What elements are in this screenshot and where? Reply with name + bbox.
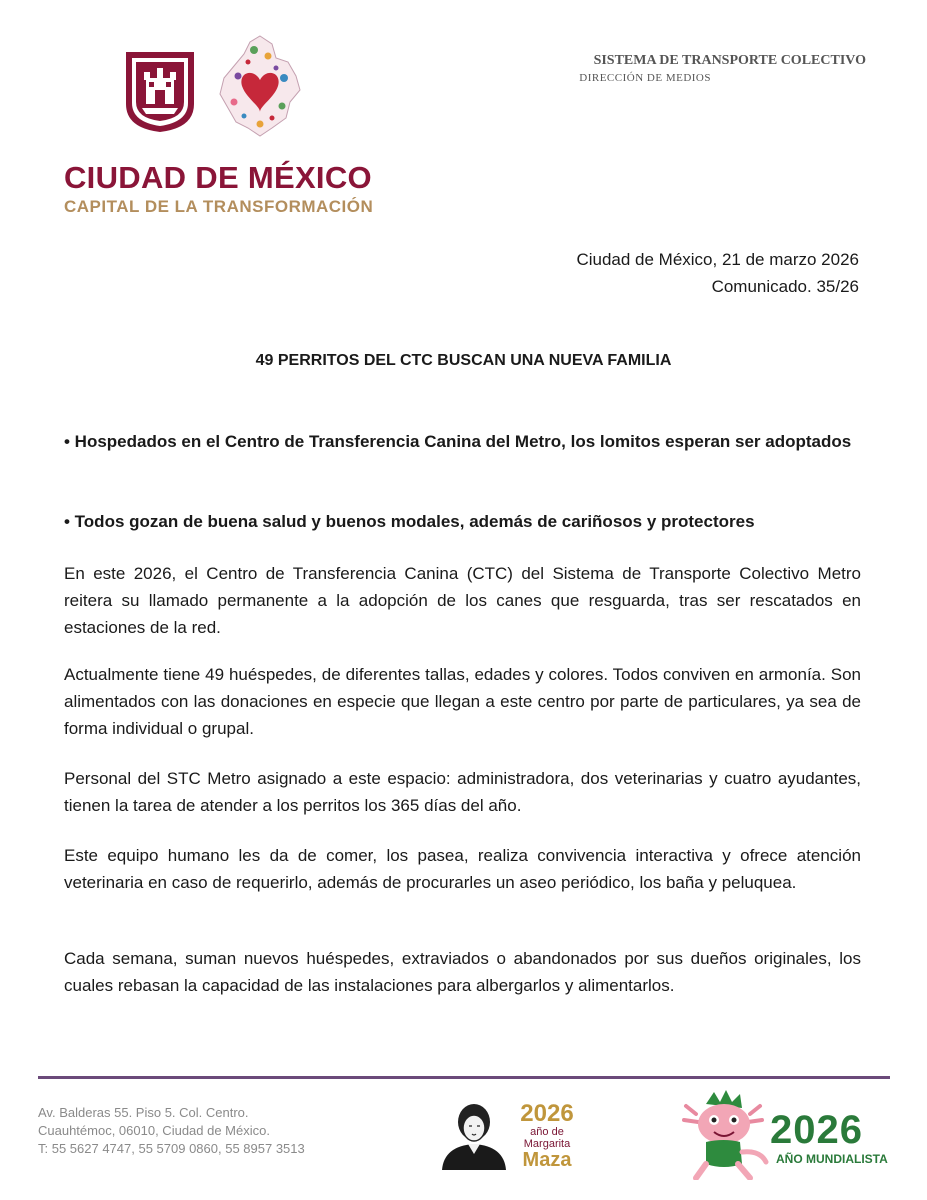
body-paragraph: Actualmente tiene 49 huéspedes, de diferentes tallas, edades y colores. Todos conviven en armonía. Son alimentados con las donaciones en especie que llegan a este centro por parte de particulares, ya sea de forma individual o grupal.: [64, 665, 861, 738]
footer-divider: [38, 1076, 890, 1079]
cdmx-map-heart-logo: [214, 32, 306, 140]
body-paragraph: Personal del STC Metro asignado a este espacio: administradora, dos veterinarias y cuatro ayudantes, tienen la tarea de atender a los perritos los 365 días del año.: [64, 769, 861, 815]
city-name: CIUDAD DE MÉXICO: [64, 160, 372, 195]
org-name: SISTEMA DE TRANSPORTE COLECTIVO: [593, 53, 866, 68]
year-logo-line1: año de: [530, 1126, 564, 1138]
summary-bullet: • Hospedados en el Centro de Transferencia Canina del Metro, los lomitos esperan ser adoptados: [64, 432, 852, 451]
body-paragraph: Este equipo humano les da de comer, los pasea, realiza convivencia interactiva y ofrece atención veterinaria en caso de requerirlo, además de procurarles un aseo periódico, los baña y peluquea.: [64, 846, 861, 892]
footer-address-line: Av. Balderas 55. Piso 5. Col. Centro.: [38, 1105, 249, 1120]
city-tagline: CAPITAL DE LA TRANSFORMACIÓN: [64, 197, 374, 216]
org-department: DIRECCIÓN DE MEDIOS: [579, 72, 711, 84]
year-logo-line3: Maza: [522, 1149, 572, 1171]
margarita-maza-portrait: [436, 1100, 512, 1170]
mundial-year: 2026: [770, 1108, 863, 1152]
body-paragraph: Cada semana, suman nuevos huéspedes, extraviados o abandonados por sus dueños originales, los cuales rebasan la capacidad de las instalaciones para albergarlos y alimentarlos.: [64, 949, 861, 995]
year-logo-line2: Margarita: [523, 1138, 571, 1150]
margarita-maza-year-logo: [512, 1102, 582, 1170]
cdmx-shield-logo: [122, 48, 198, 134]
year-logo-year: 2026: [520, 1100, 574, 1127]
communique-number: Comunicado. 35/26: [711, 277, 859, 296]
footer-address-line: Cuauhtémoc, 06010, Ciudad de México.: [38, 1123, 270, 1138]
footer-phone-line: T: 55 5627 4747, 55 5709 0860, 55 8957 3513: [38, 1141, 305, 1156]
press-headline: 49 PERRITOS DEL CTC BUSCAN UNA NUEVA FAMILIA: [255, 352, 672, 369]
dateline-place-date: Ciudad de México, 21 de marzo 2026: [576, 250, 859, 269]
mundial-label: AÑO MUNDIALISTA: [776, 1152, 888, 1166]
axolotl-mascot-icon: [676, 1090, 770, 1180]
summary-bullet: • Todos gozan de buena salud y buenos modales, además de cariñosos y protectores: [64, 512, 755, 531]
body-paragraph: En este 2026, el Centro de Transferencia Canina (CTC) del Sistema de Transporte Colectivo Metro reitera su llamado permanente a la adopción de los canes que resguarda, tras ser rescatados en estaciones de la red.: [64, 564, 861, 637]
